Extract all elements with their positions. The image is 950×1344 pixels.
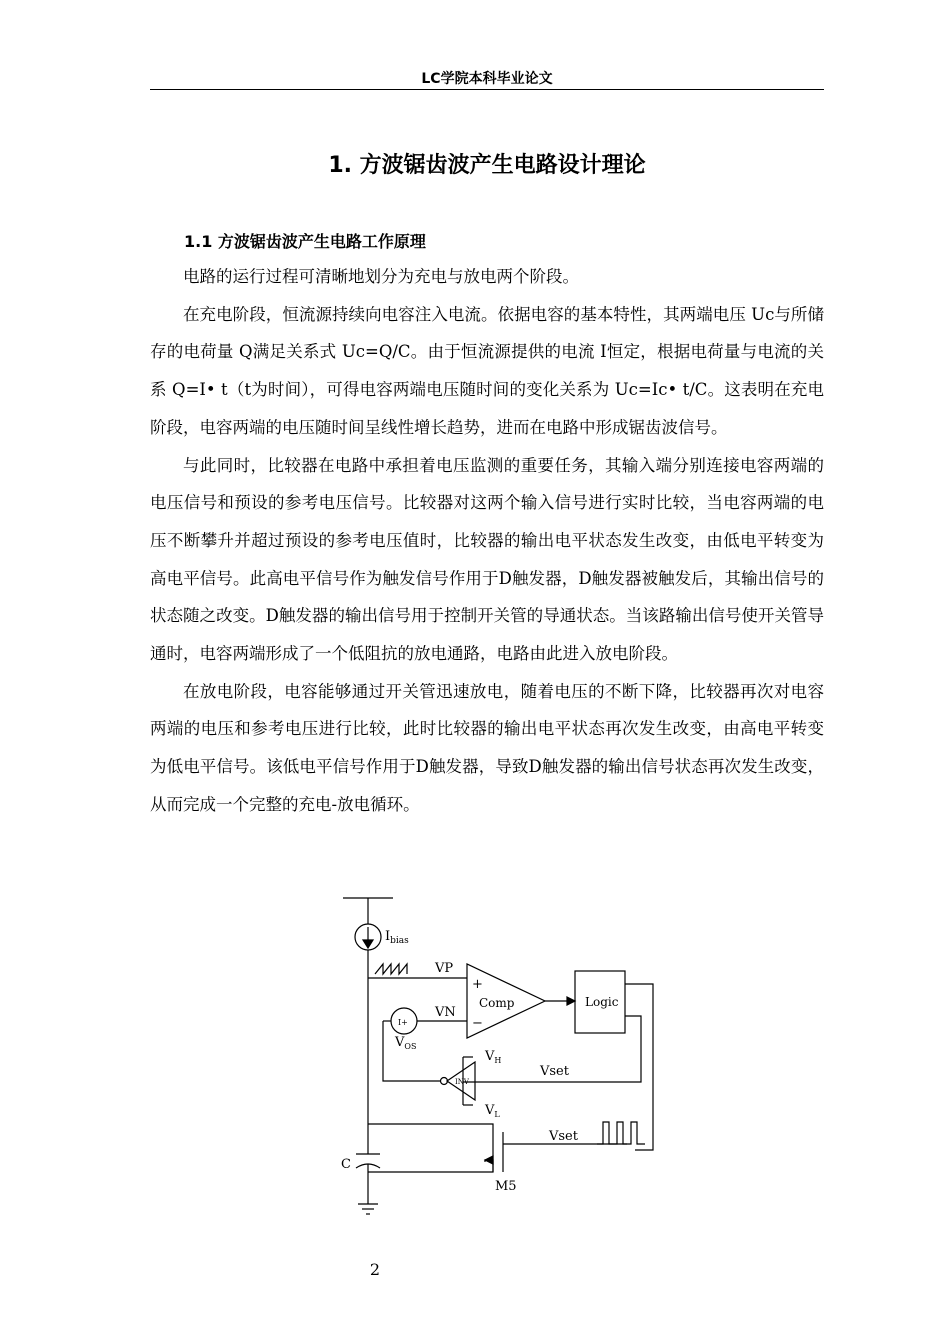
paragraph-2: 在充电阶段，恒流源持续向电容注入电流。依据电容的基本特性，其两端电压 Uc与所储存的电荷量 Q满足关系式 Uc=Q/C。由于恒流源提供的电流 I恒定，根据电荷量与电流的关系 Q=I• t（t为时间），可得电容两端电压随时间的变化关系为 Uc=Ic• t/C。这表明在充电阶段，电容两端的电压随时间呈线性增长趋势，进而在电路中形成锯齿波信号。 bbox=[150, 304, 824, 437]
paragraph-4: 在放电阶段，电容能够通过开关管迅速放电，随着电压的不断下降，比较器再次对电容两端的电压和参考电压进行比较，此时比较器的输出电平状态再次发生改变，由高电平转变为低电平信号。该低电平信号作用于D触发器，导致D触发器的输出信号状态再次发生改变，从而完成一个完整的充电-放电循环。 bbox=[150, 681, 824, 814]
circuit-diagram bbox=[335, 892, 665, 1222]
vos-label: V bbox=[395, 1035, 405, 1050]
vl-subscript: L bbox=[494, 1110, 500, 1119]
svg-text:VL bbox=[484, 1103, 500, 1119]
page-header: LC学院本科毕业论文 bbox=[421, 71, 553, 87]
ibias-subscript: bias bbox=[390, 936, 409, 946]
vos-subscript: OS bbox=[404, 1042, 417, 1051]
svg-text:VOS bbox=[394, 1035, 416, 1051]
m5-label: M5 bbox=[495, 1179, 517, 1194]
ibias-label: I bbox=[385, 929, 391, 944]
page-number: 2 bbox=[369, 1260, 381, 1279]
inverter-label: INV bbox=[455, 1078, 469, 1086]
body-text bbox=[150, 258, 824, 824]
vset-top-label: Vset bbox=[540, 1064, 569, 1079]
comparator-plus: + bbox=[472, 977, 483, 992]
vn-label: VN bbox=[435, 1005, 456, 1020]
capacitor-label: C bbox=[341, 1157, 351, 1172]
chapter-title: 1. 方波锯齿波产生电路设计理论 bbox=[328, 153, 646, 178]
vh-subscript: H bbox=[494, 1056, 502, 1065]
m5-transistor bbox=[368, 1124, 493, 1132]
vp-label: VP bbox=[435, 961, 454, 976]
vos-source-label: I+ bbox=[398, 1018, 408, 1027]
comparator-label: Comp bbox=[479, 996, 515, 1010]
comparator-minus: − bbox=[472, 1016, 483, 1031]
paragraph-3: 与此同时，比较器在电路中承担着电压监测的重要任务，其输入端分别连接电容两端的电压信号和预设的参考电压信号。比较器对这两个输入信号进行实时比较，当电容两端的电压不断攀升并超过预设的参考电压值时，比较器的输出电平状态发生改变，由低电平转变为高电平信号。此高电平信号作为触发信号作用于D触发器，D触发器被触发后，其输出信号的状态随之改变。D触发器的输出信号用于控制开关管的导通状态。当该路输出信号使开关管导通时，电容两端形成了一个低阻抗的放电通路，电路由此进入放电阶段。 bbox=[150, 455, 824, 664]
logic-label: Logic bbox=[585, 995, 619, 1009]
paragraph-1: 电路的运行过程可清晰地划分为充电与放电两个阶段。 bbox=[183, 267, 579, 286]
vh-label: V bbox=[485, 1049, 495, 1064]
sawtooth-symbol bbox=[375, 964, 407, 974]
vset-bottom-label: Vset bbox=[549, 1129, 578, 1144]
vl-label: V bbox=[485, 1103, 495, 1118]
svg-text:Ibias bbox=[385, 929, 409, 946]
header-rule bbox=[150, 89, 824, 90]
pulse-train bbox=[597, 1122, 645, 1144]
section-title: 1.1 方波锯齿波产生电路工作原理 bbox=[184, 232, 426, 251]
svg-text:VH bbox=[484, 1049, 501, 1065]
